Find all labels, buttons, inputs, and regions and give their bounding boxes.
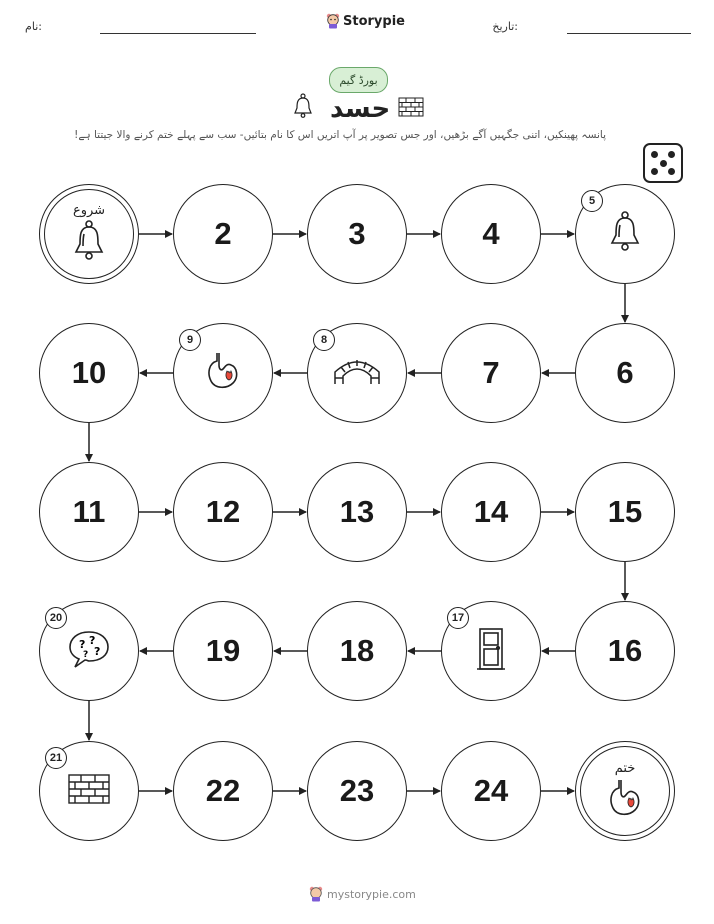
square-number-badge: 21 [45,747,67,769]
finish-label: ختم [614,760,636,776]
board-square-16 [575,601,675,701]
svg-text:?: ? [79,638,86,651]
board-square-18 [307,601,407,701]
board-square-6 [575,323,675,423]
square-number-badge: 20 [45,607,67,629]
board-square-13 [307,462,407,562]
board-square-12 [173,462,273,562]
square-number: 14 [473,494,509,529]
square-number: 16 [607,633,643,668]
square-number: 24 [473,773,509,808]
board-game-badge: بورڈ گیم [329,67,388,93]
board-square-7 [441,323,541,423]
bell-icon [608,211,642,257]
square-number: 13 [339,494,375,529]
board-square-22 [173,741,273,841]
instructions: پانسہ پھینکیں، اتنی جگہیں آگے بڑھیں، اور جس تصویر پر آپ اتریں اس کا نام بتائیں- سب سے پہلے ختم کرنے والا جیتتا ہے! [74,129,606,141]
start-square [39,184,139,284]
board-square-14 [441,462,541,562]
square-number: 18 [339,633,375,668]
door-icon [476,627,506,675]
square-number: 19 [205,633,241,668]
burning-stomach-icon [205,351,241,395]
footer-url: mystorypie.com [327,887,416,901]
square-number: 10 [71,355,107,390]
square-number-badge: 17 [447,607,469,629]
brand-name: Storypie [343,13,405,29]
square-number: 11 [72,494,106,529]
board-square-15 [575,462,675,562]
bell-icon [72,220,106,266]
question-bubble-icon [67,629,111,673]
name-label: نام: [25,20,42,33]
square-number: 7 [482,355,500,390]
square-number-badge: 8 [313,329,335,351]
svg-text:?: ? [94,645,101,658]
square-number: 4 [482,216,500,251]
svg-text:?: ? [89,634,96,647]
board-square-24 [441,741,541,841]
square-number: 15 [607,494,643,529]
stone-bridge-icon [333,356,381,390]
board-square-2 [173,184,273,284]
square-number-badge: 5 [581,190,603,212]
square-number: 2 [214,216,232,251]
board-square-19 [173,601,273,701]
date-label: تاریخ: [492,20,518,33]
square-number: 12 [205,494,241,529]
burning-stomach-icon [607,778,643,822]
footer [309,886,416,902]
page-title: حسد [330,94,391,124]
board-square-4 [441,184,541,284]
square-number: 3 [348,216,366,251]
board-square-11 [39,462,139,562]
finish-square [575,741,675,841]
svg-text:?: ? [83,650,89,660]
board-square-23 [307,741,407,841]
bear-icon [309,886,323,902]
square-number: 23 [339,773,375,808]
start-label: شروع [72,202,106,218]
board-square-3 [307,184,407,284]
square-number-badge: 9 [179,329,201,351]
square-number: 6 [616,355,634,390]
square-number: 22 [205,773,241,808]
board-square-10 [39,323,139,423]
brick-wall-icon [67,773,111,809]
